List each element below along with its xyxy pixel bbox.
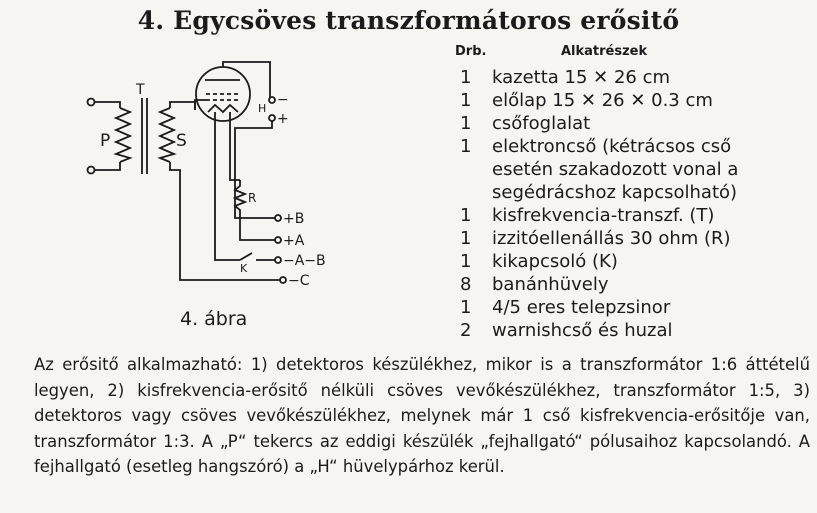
list-item [460, 135, 810, 204]
part-qty: 1 [460, 205, 472, 226]
secondary-wire-top [170, 102, 195, 110]
part-qty: 1 [460, 228, 472, 249]
list-item [460, 319, 810, 342]
label-minus-c: −C [288, 273, 310, 289]
part-name: warnishcső és huzal [492, 320, 673, 341]
part-qty: 1 [460, 136, 472, 157]
part-name: kisfrekvencia-transzf. (T) [492, 205, 715, 226]
part-name: banánhüvely [492, 274, 609, 295]
label-headphone-plus: + [277, 111, 289, 127]
list-item [460, 112, 810, 135]
part-name: kikapcsoló (K) [492, 251, 618, 272]
switch-blade [240, 253, 252, 260]
parts-list [460, 66, 810, 342]
filament-wire-left [215, 112, 240, 260]
primary-terminal-top [88, 99, 95, 106]
primary-terminal-bottom [88, 167, 95, 174]
label-resistor: R [248, 191, 257, 205]
part-qty: 1 [460, 251, 472, 272]
part-name: elektroncső (kétrácsos cső esetén szakadozott vonal a segédrácshoz kapcsolható) [492, 136, 739, 203]
filament [208, 105, 238, 112]
part-name: 4/5 eres telepzsinor [492, 297, 671, 318]
part-name: kazetta 15 ✕ 26 cm [492, 67, 671, 88]
primary-wire-top [94, 102, 120, 108]
terminal-minus-c [280, 277, 286, 283]
secondary-wire-bottom [170, 162, 280, 280]
terminal-plus-b [275, 215, 281, 221]
label-plus-a: +A [283, 233, 305, 249]
part-name: izzitóellenállás 30 ohm (R) [492, 228, 731, 249]
part-qty: 1 [460, 113, 472, 134]
part-qty: 2 [460, 320, 472, 341]
list-item [460, 296, 810, 319]
part-name: előlap 15 ✕ 26 ✕ 0.3 cm [492, 90, 713, 111]
part-name: csőfoglalat [492, 113, 591, 134]
primary-coil [116, 108, 130, 162]
amplifier-schematic [80, 50, 330, 300]
part-qty: 8 [460, 274, 472, 295]
parts-column-header: Alkatrészek [561, 44, 648, 59]
label-headphone: H [258, 102, 267, 115]
primary-wire-bottom [94, 162, 120, 170]
part-qty: 1 [460, 67, 472, 88]
list-item [460, 66, 810, 89]
resistor [235, 180, 275, 240]
label-primary: P [100, 131, 111, 151]
label-headphone-minus: − [277, 92, 289, 108]
label-plus-b: +B [283, 211, 305, 227]
terminal-plus-a [275, 237, 281, 243]
list-item [460, 227, 810, 250]
list-item [460, 250, 810, 273]
label-transformer: T [136, 82, 145, 98]
headphone-jack-minus [269, 97, 275, 103]
headphone-jack-plus [269, 115, 275, 121]
qty-column-header: Drb. [455, 44, 487, 59]
terminal-minus-a-minus-b [275, 257, 281, 263]
label-switch: K [240, 262, 248, 275]
label-minus-a-minus-b: −A−B [283, 253, 326, 269]
part-qty: 1 [460, 90, 472, 111]
secondary-coil [160, 108, 174, 162]
page-title: 4. Egycsöves transzformátoros erősitő [137, 6, 680, 35]
figure-caption: 4. ábra [180, 308, 248, 330]
body-paragraph: Az erősitő alkalmazható: 1) detektoros készülékhez, mikor is a transzformátor 1:6 áttételű legyen, 2) kisfrekvencia-erősitő nélküli csöves vevőkészülékhez, transzformátor 1:5, 3) detektoros vagy csöves vevőkészülékhez, melynek már 1 cső kisfrekvencia-erősitője van, transzformátor 1:3. A „P“ tekercs az eddigi készülék „fejhallgató“ pólusaihoz kapcsolandó. A fejhallgató (esetleg hangszóró) a „H“ hüvelypárhoz kerül. [34, 355, 810, 476]
list-item [460, 89, 810, 112]
list-item [460, 273, 810, 296]
part-qty: 1 [460, 297, 472, 318]
list-item [460, 204, 810, 227]
label-secondary: S [176, 131, 187, 151]
